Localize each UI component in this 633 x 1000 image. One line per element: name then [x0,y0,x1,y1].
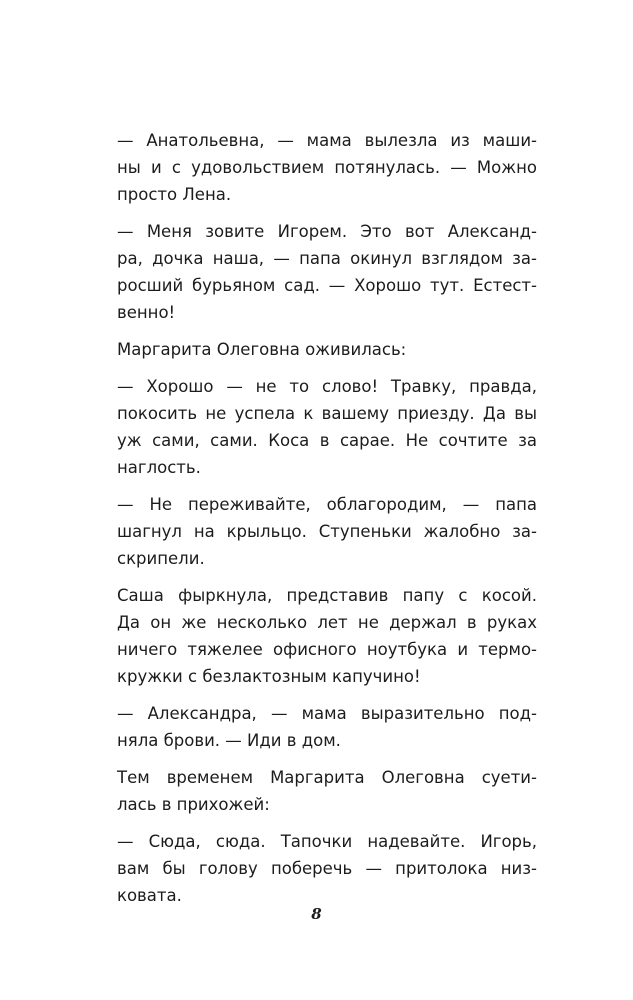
text-line: лась в прихожей: [117,795,270,814]
text-line: шагнул на крыльцо. Ступеньки жалобно за- [117,522,537,541]
text-line: Да он же несколько лет не держал в руках [117,613,537,632]
text-line: росший бурьяном сад. — Хорошо тут. Естест- [117,276,537,295]
text-line: скрипели. [117,549,205,568]
text-line: ковата. [117,886,182,905]
text-line: венно! [117,303,176,322]
text-line: — Хорошо — не то слово! Травку, правда, [117,377,537,396]
text-line: — Сюда, сюда. Тапочки надевайте. Игорь, [117,832,537,851]
text-line: Тем временем Маргарита Олеговна суети- [117,768,537,787]
text-line: вам бы голову поберечь — притолока низ- [117,859,537,878]
text-line: Саша фыркнула, представив папу с косой. [117,586,537,605]
text-line: просто Лена. [117,185,232,204]
text-line: ны и с удовольствием потянулась. — Можно [117,158,537,177]
text-line: Маргарита Олеговна оживилась: [117,340,407,359]
text-line: — Не переживайте, облагородим, — папа [117,495,537,514]
text-line: ничего тяжелее офисного ноутбука и термо- [117,640,537,659]
page-body-text [117,127,537,909]
text-line: кружки с безлактозным капучино! [117,667,421,686]
text-line: ра, дочка наша, — папа окинул взглядом за- [117,249,537,268]
text-line: уж сами, сами. Коса в сарае. Не сочтите за [117,431,537,450]
text-line: наглость. [117,458,201,477]
text-line: — Меня зовите Игорем. Это вот Александ- [117,222,537,241]
text-line: — Анатольевна, — мама вылезла из маши- [117,131,537,150]
text-line: — Александра, — мама выразительно под- [117,704,537,723]
page-number: 8 [311,905,322,923]
text-line: няла брови. — Иди в дом. [117,731,341,750]
text-line: покосить не успела к вашему приезду. Да вы [117,404,537,423]
